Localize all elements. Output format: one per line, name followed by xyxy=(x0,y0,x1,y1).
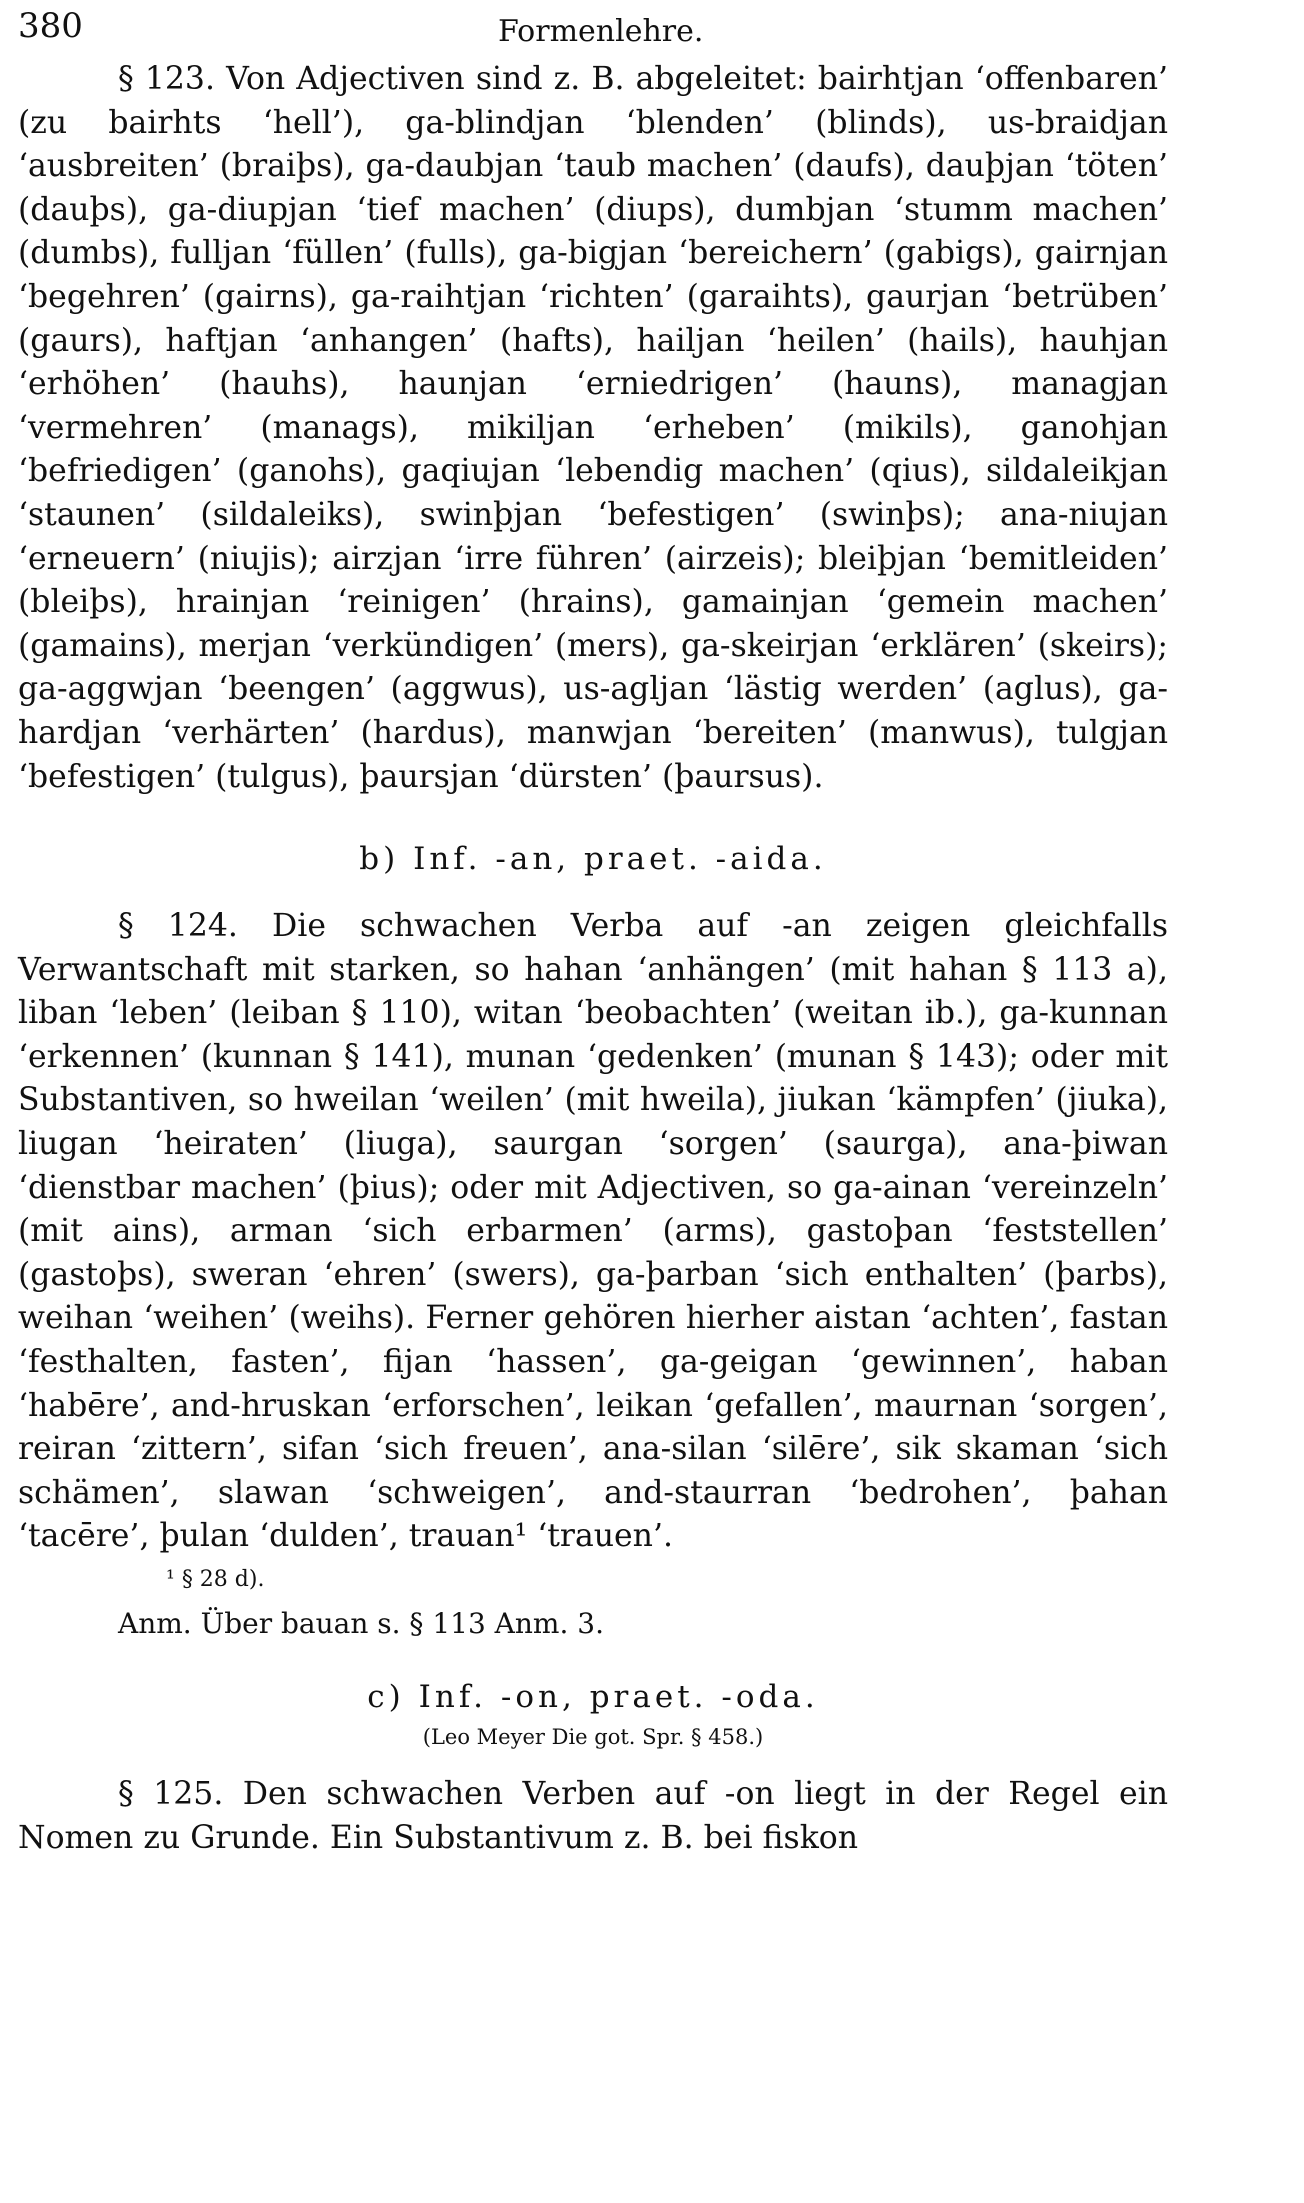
heading-b: b) Inf. -an, praet. -aida. xyxy=(359,841,827,878)
annotation-anm: Anm. Über bauan s. § 113 Anm. 3. xyxy=(118,1607,604,1640)
heading-c: c) Inf. -on, praet. -oda. xyxy=(367,1679,819,1715)
book-page xyxy=(18,6,1168,1860)
page-number: 380 xyxy=(18,6,83,46)
running-header xyxy=(18,6,1168,58)
running-title: Formenlehre. xyxy=(498,14,704,49)
paragraph-123: § 123. Von Adjectiven sind z. B. abgeleitet: bairhtjan ‘offenbaren’ (zu bairhts ‘hell’), ga-blindjan ‘blenden’ (blinds), us-braidjan ‘ausbreiten’ (braiþs), ga-daubjan ‘taub machen’ (daufs), dauþjan ‘töten’ (dauþs), ga-diupjan ‘tief machen’ (diups), dumbjan ‘stumm machen’ (dumbs), fulljan ‘füllen’ (fulls), ga-bigjan ‘bereichern’ (gabigs), gairnjan ‘begehren’ (gairns), ga-raihtjan ‘richten’ (garaihts), gaurjan ‘betrüben’ (gaurs), haftjan ‘anhangen’ (hafts), hailjan ‘heilen’ (hails), hauhjan ‘erhöhen’ (hauhs), haunjan ‘erniedrigen’ (hauns), managjan ‘vermehren’ (manags), mikiljan ‘erheben’ (mikils), ganohjan ‘befriedigen’ (ganohs), gaqiujan ‘lebendig machen’ (qius), sildaleikjan ‘staunen’ (sildaleiks), swinþjan ‘befestigen’ (swinþs); ana-niujan ‘erneuern’ (niujis); airzjan ‘irre führen’ (airzeis); bleiþjan ‘bemitleiden’ (bleiþs), hrainjan ‘reinigen’ (hrains), gamainjan ‘gemein machen’ (gamains), merjan ‘verkündigen’ (mers), ga-skeirjan ‘erklären’ (skeirs); ga-aggwjan ‘beengen’ (aggwus), us-agljan ‘lästig werden’ (aglus), ga-hardjan ‘verhärten’ (hardus), manwjan ‘bereiten’ (manwus), tulgjan ‘befestigen’ (tulgus), þaursjan ‘dürsten’ (þaursus). xyxy=(18,61,1168,795)
paragraph-124: § 124. Die schwachen Verba auf -an zeigen gleichfalls Verwantschaft mit starken, so hahan ‘anhängen’ (mit hahan § 113 a), liban ‘leben’ (leiban § 110), witan ‘beobachten’ (weitan ib.), ga-kunnan ‘erkennen’ (kunnan § 141), munan ‘gedenken’ (munan § 143); oder mit Substantiven, so hweilan ‘weilen’ (mit hweila), jiukan ‘kämpfen’ (jiuka), liugan ‘heiraten’ (liuga), saurgan ‘sorgen’ (saurga), ana-þiwan ‘dienstbar machen’ (þius); oder mit Adjectiven, so ga-ainan ‘vereinzeln’ (mit ains), arman ‘sich erbarmen’ (arms), gastoþan ‘feststellen’ (gastoþs), sweran ‘ehren’ (swers), ga-þarban ‘sich enthalten’ (þarbs), weihan ‘weihen’ (weihs). Ferner gehören hierher aistan ‘achten’, fastan ‘festhalten, fasten’, fijan ‘hassen’, ga-geigan ‘gewinnen’, haban ‘habēre’, and-hruskan ‘erforschen’, leikan ‘gefallen’, maurnan ‘sorgen’, reiran ‘zittern’, sifan ‘sich freuen’, ana-silan ‘silēre’, sik skaman ‘sich schämen’, slawan ‘schweigen’, and-staurran ‘bedrohen’, þahan ‘tacēre’, þulan ‘dulden’, trauan¹ ‘trauen’. xyxy=(18,908,1168,1555)
paragraph-125: § 125. Den schwachen Verben auf -on liegt in der Regel ein Nomen zu Grunde. Ein Substantivum z. B. bei fiskon xyxy=(18,1776,1168,1856)
source-reference: (Leo Meyer Die got. Spr. § 458.) xyxy=(422,1725,764,1749)
footnote: ¹ § 28 d). xyxy=(166,1567,265,1592)
